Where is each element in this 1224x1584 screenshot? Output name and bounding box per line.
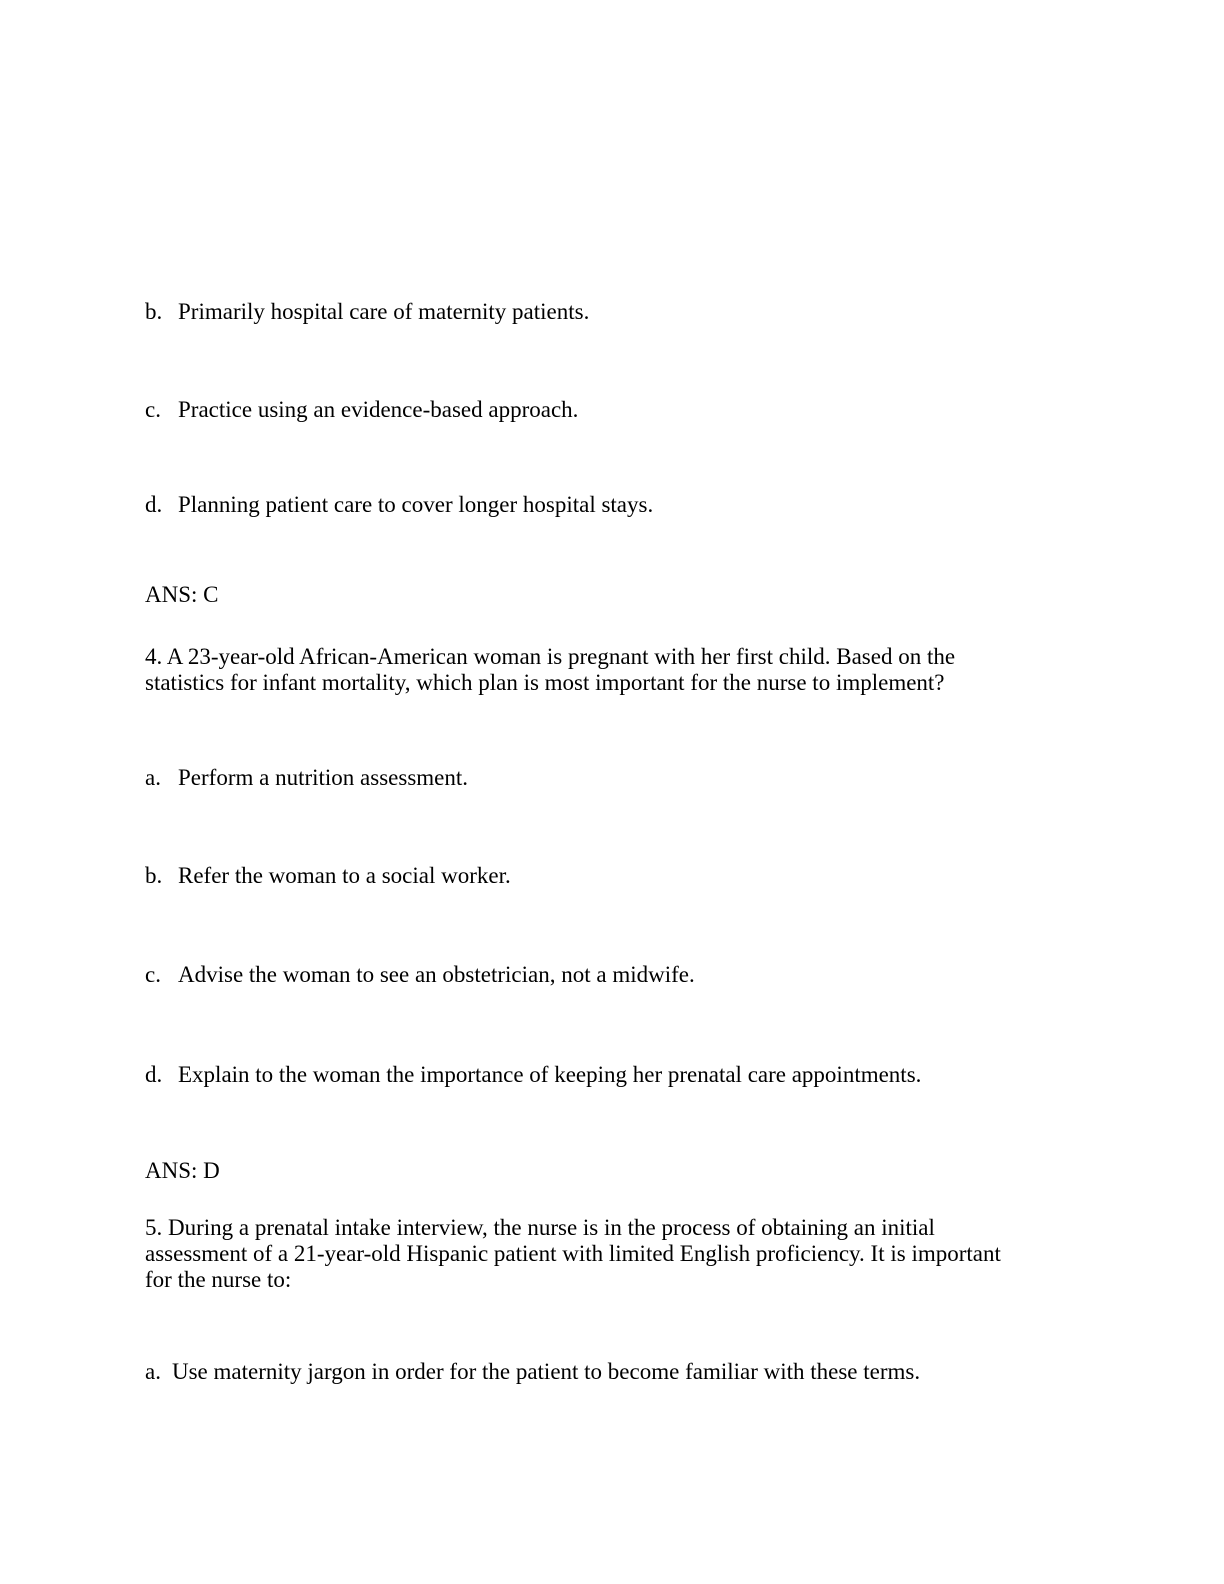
- option-letter: d.: [145, 1062, 163, 1087]
- option-text: Use maternity jargon in order for the patient to become familiar with these terms.: [172, 1359, 921, 1384]
- q5-stem: [145, 1215, 1001, 1293]
- question-stem-line: for the nurse to:: [145, 1267, 292, 1292]
- q4-option-b: [145, 863, 511, 889]
- option-letter: c.: [145, 397, 161, 422]
- q3-option-d: [145, 492, 653, 518]
- q4-answer-line: ANS: D: [145, 1158, 220, 1183]
- q4-stem: [145, 644, 955, 696]
- q5-option-a: [145, 1359, 920, 1385]
- q3-option-b: [145, 299, 589, 325]
- option-letter: a.: [145, 765, 161, 790]
- option-text: Explain to the woman the importance of keeping her prenatal care appointments.: [178, 1062, 922, 1087]
- q3-option-c: [145, 397, 578, 423]
- option-letter: d.: [145, 492, 163, 517]
- option-letter: c.: [145, 962, 161, 987]
- question-stem-line: 5. During a prenatal intake interview, the nurse is in the process of obtaining an initial: [145, 1215, 935, 1240]
- question-stem-line: assessment of a 21-year-old Hispanic patient with limited English proficiency. It is important: [145, 1241, 1001, 1266]
- option-letter: b.: [145, 863, 163, 888]
- option-text: Planning patient care to cover longer hospital stays.: [178, 492, 654, 517]
- option-text: Advise the woman to see an obstetrician, not a midwife.: [178, 962, 695, 987]
- question-stem-line: 4. A 23-year-old African-American woman is pregnant with her first child. Based on the: [145, 644, 956, 669]
- q4-option-d: [145, 1062, 921, 1088]
- option-text: Practice using an evidence-based approach.: [178, 397, 579, 422]
- option-text: Primarily hospital care of maternity patients.: [178, 299, 590, 324]
- question-stem-line: statistics for infant mortality, which plan is most important for the nurse to implement?: [145, 670, 945, 695]
- option-letter: a.: [145, 1359, 161, 1384]
- q3-answer-line: ANS: C: [145, 582, 219, 607]
- option-text: Perform a nutrition assessment.: [178, 765, 469, 790]
- q4-option-a: [145, 765, 468, 791]
- option-letter: b.: [145, 299, 163, 324]
- option-text: Refer the woman to a social worker.: [178, 863, 511, 888]
- q4-option-c: [145, 962, 695, 988]
